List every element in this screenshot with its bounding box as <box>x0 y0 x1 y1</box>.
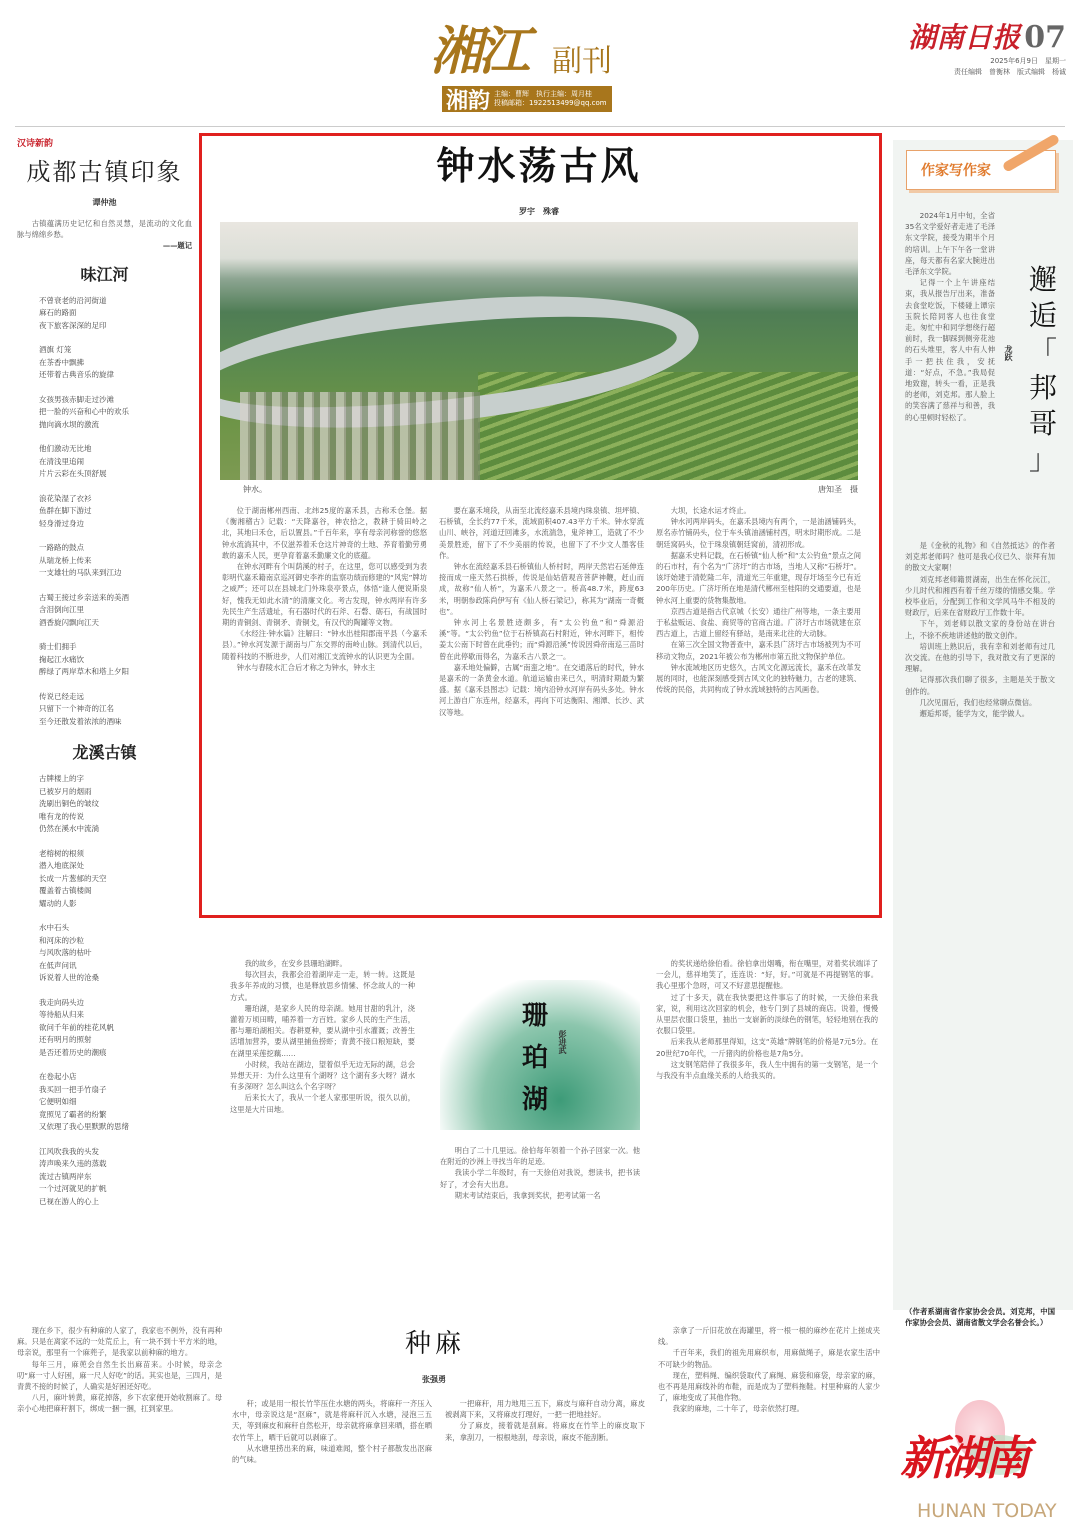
writer-author: 龙跃 <box>1004 345 1014 361</box>
paragraph: 明白了二十几里远。徐伯每年领着一个孙子回家一次。他在附近的沙洲上寻找当年的足迹。 <box>440 1146 640 1167</box>
paragraph: 亲拿了一斤旧花放在海罐里，将一根一根的麻纱在花片上搓成夹线。 <box>658 1326 880 1347</box>
paragraph: 2024年1月中旬，全省35名文学爱好者走进了毛泽东文学院，接受为期半个月的培训。上午下午各一堂讲座，每天都有名家大腕进出毛泽东文学院。 <box>905 211 995 277</box>
paragraph: 嘉禾地处偏僻，古属“南蛮之地”。在交通落后的时代，钟水是嘉禾的一条黄金水道。航道运输由来已久，明清时期最为繁盛。据《嘉禾县图志》记载：境内沿钟水河岸有码头多处。钟水河上游自广东连州，经嘉禾，再向下可达衡阳、湘潭、长沙、武汉等地。 <box>439 662 644 717</box>
paragraph: 京西古道是指古代京城（长安）通往广州等地，一条主要用于私盐贩运、食盐、商贸等的官商古道。广济圩古市场就建在京西古道上，古道上留经有驿站，是南来北往的大动脉。 <box>656 606 861 639</box>
paragraph: 秆；或是用一根长竹竿压住水塘的两头，将麻秆一齐压入水中，母亲说这是“沤麻”，就是将麻秆沉入水塘，浸泡三五天，等到麻皮和麻秆自然松开，母亲就将麻拿回来晒，搭在晒衣竹竿上，晒干后就可以剥麻了。 <box>232 1399 432 1442</box>
paper-header <box>886 16 1066 78</box>
paragraph: 几次见面后，我们也经常聊点微信。 <box>919 697 1037 707</box>
paragraph: 一把麻秆，用力地甩三五下，麻皮与麻秆自动分离，麻皮被剥离下来，又将麻皮打理好，一把一把地挂好。 <box>445 1399 645 1420</box>
writer-title-char: 邦 <box>1028 371 1057 404</box>
paragraph: 现在乡下，很少有种麻的人家了，我家也不例外，没有再种麻。只是在离家不远的一处荒丘上，有一块不到十平方米的地，母亲说，那里有一个麻蔸子，是我家以前种麻的地方。 <box>17 1326 222 1358</box>
writer-col-top <box>905 210 995 530</box>
poetry-column <box>17 136 192 1311</box>
paragraph: 是《金秋的礼物》和《自然抵达》的作者刘克邦老师吗？他可是我心仪已久、崇拜有加的散文大家啊！ <box>905 541 1055 573</box>
paragraph: 后来我从老师那里得知，这支“英雄”牌钢笔的价格是7元5分。在20世纪70年代，一斤猪肉的价格也是7角5分。 <box>656 1037 878 1058</box>
stanza: 古蜀王接过乡亲送来的美酒 含泪倒向江里 酒香旋闪飘向江天 <box>39 592 129 627</box>
paragraph: 小时候，我站在湖边，望着似乎无边无际的湖，总会异想天开：为什么这里有个湖呀？这个湖有多大呀？湖水有多深呀？怎么叫这么个名字呀？ <box>230 1059 415 1092</box>
masthead-email: 投稿邮箱：1922513499@qq.com <box>494 99 607 107</box>
paragraph: 的奖状递给徐伯看。徐伯拿出烟嘴，衔在嘴里，对着奖状端详了一会儿，慈祥地笑了，连连说：“好，好。”可就是不再提钢笔的事。我心里那个急呀，可又不好意思提醒他。 <box>656 959 878 991</box>
paragraph: 记得一个上午讲座结束，我从报告厅出来，准备去食堂吃饭，下楼碰上谭宗玉院长陪同客人也往食堂走。匆忙中和同学想绕行超前时，我一脚踩到侧旁花池的石头堆里，客人中有人伸手一把扶住我，安抚道：“好点，不急。”我局促地致谢，转头一看，正是我的老师，刘克邦。那人脸上的笑容满了慈祥与和善，我的心里顿时轻松了。 <box>905 278 995 422</box>
masthead-bar <box>442 86 612 112</box>
stanza: 浪花染湿了衣衫 鱼群在脚下游过 轻身滑过身边 <box>39 493 92 528</box>
river-photo <box>220 222 858 480</box>
header-divider <box>15 126 1065 127</box>
paragraph: 分了麻皮，接着就是刮麻。将麻皮在竹竿上的麻皮取下来，拿刮刀，一根根地刮，母亲说，麻皮不能刮断。 <box>445 1421 645 1442</box>
writer-title-char: 逅 <box>1028 299 1057 332</box>
hemp-title: 种麻 <box>405 1329 466 1359</box>
stanza: 古牌楼上的字 已被岁月的烟雨 洗刷出铜色的皱纹 唯有龙的传说 仍然在溪水中流淌 <box>39 774 99 834</box>
section-masthead <box>430 22 680 112</box>
lake-col-2 <box>440 1145 640 1273</box>
paragraph: 过了十多天，就在我快要把这件事忘了的时候，一天徐伯来我家，说，利用这次回家的机会，他专门到了县城的商店。说着，慢慢从里层衣服口袋里，抽出一支崭新的淡绿色的钢笔，轻轻地别在我的衣服口袋里。 <box>656 992 878 1036</box>
masthead-editor: 主编：曹辉 执行主编：周月桂 <box>494 90 593 98</box>
hunan-today-logo <box>895 1400 1075 1525</box>
stanza: 酒旗 灯笼 在茶香中飘拂 还带着古典音乐的旋律 <box>39 345 114 380</box>
feature-title: 钟水荡古风 <box>436 143 642 188</box>
paragraph: 钟水河两岸码头，在嘉禾县境内有两个，一是油涵铺码头，原名赤竹铺码头，位于车头镇油涵铺村西，明末时期形成。二是朝廷窝码头，位于珠泉镇朝廷窝前，清初形成。 <box>656 517 861 549</box>
stanza: 江风吹我我的头发 涛声唤来久违的蒸载 流过古镇两岸东 一个过河就见的扩帆 已视在游人的心上 <box>39 1146 107 1206</box>
masthead-section: 湘韵 <box>446 88 491 114</box>
paragraph: 从水塘里捞出来的麻，味道难闻，整个村子都散发出沤麻的气味。 <box>232 1443 432 1465</box>
writer-title-char: 哥 <box>1028 407 1057 440</box>
photo-caption: 钟水。 <box>243 485 267 494</box>
paragraph: 我读小学二年级时，有一天徐伯对我说，想读书，把书读好了，才会有大出息。 <box>440 1168 640 1189</box>
feature-author: 罗宇 殊睿 <box>519 206 559 216</box>
paper-staff: 责任编辑 曾衡林 版式编辑 杨诚 <box>954 68 1066 76</box>
paper-date: 2025年6月9日 星期一 <box>990 57 1066 65</box>
feature-col-2 <box>439 505 644 907</box>
stanza: 老榕树的根须 潜入地底深处 长成一片葱郁的天空 覆盖着古镇楼阁 耀动的人影 <box>39 848 107 908</box>
lake-title <box>515 995 555 1121</box>
photo-credit: 唐知圣 摄 <box>818 485 858 494</box>
paragraph: 在第三次全国文物普查中，嘉禾县广济圩古市场被列为不可移动文物点，2021年被公布为郴州市第五批文物保护单位。 <box>656 640 861 661</box>
epigraph: 古镇蕴满历史记忆和自然灵慧，是流动的文化血脉与绵绵乡愁。 <box>17 219 192 240</box>
paragraph: 位于湖南郴州西南、北纬25度的嘉禾县，古称禾仓堡。据《衡湘稽古》记载：“天降嘉谷，神农拾之，教耕于骑田岭之北，其地曰禾仓，后以置县。”千百年来，享有母亲河称誉的悠悠钟水流淌其中，不仅滋养着禾仓这片神奇的土地、养育着勤劳勇敢的嘉禾人民，更孕育着嘉禾勤廉文化的底蕴。 <box>222 506 427 560</box>
paragraph: 钟水河上名景胜迹颇多，有“太公钓鱼”和“舜源沿溪”等。“太公钓鱼”位于石桥镇高石村附近，钟水河畔下，相传姜太公南下时曾在此垂钓；而“舜源沿溪”传说因舜帝南巡三苗时曾在此停歇而得名，为嘉禾古八景之一。 <box>439 618 644 661</box>
paragraph: 下午，刘老师以散文家的身份站在讲台上，不徐不疾地讲述他的散文创作。 <box>905 619 1055 640</box>
poem1-title: 味江河 <box>80 264 129 284</box>
poem-title: 成都古镇印象 <box>26 158 183 186</box>
paragraph: 要在嘉禾境段，从南至北流经嘉禾县境内珠泉镇、坦坪镇、石桥镇，全长约77千米，流域面积407.43平方千米。钟水穿流山川、峡谷，河道迂回滩多，水流湍急，鬼斧神工，造就了不少美景胜迹，留下了不少美丽的传说，也留下了不少文人墨客佳作。 <box>439 506 644 560</box>
poem2-body <box>17 773 192 1208</box>
paragraph: 大坝，长途水运才终止。 <box>670 506 751 515</box>
paragraph: 现在，塑料绳、编织袋取代了麻绳、麻袋和麻袋，母亲家的麻，也不再是用麻线补的布鞋，而是成为了塑料拖鞋。村里种麻的人家少了，麻地变成了其他作物。 <box>658 1370 880 1403</box>
writer-title-char: 「 <box>1028 335 1057 368</box>
hemp-col-4 <box>658 1325 880 1525</box>
poem1-body <box>17 295 192 729</box>
epigraph-sign: ——题记 <box>162 241 192 251</box>
paragraph: 每年三月，麻蔸会自然生长出麻苗来。小时候，母亲念叨“麻一寸人好困，麻一尺人好吃”的话。其实也是，三四月，是青黄不接的时候了，人确实是好困还好吃。 <box>17 1359 222 1392</box>
paragraph: 我家的麻地，二十年了，母亲依然打理。 <box>672 1404 804 1414</box>
hemp-col-1 <box>17 1325 222 1525</box>
page-number: 07 <box>1024 20 1066 55</box>
column-tag: 汉诗新韵 <box>17 139 54 149</box>
paragraph: 培训班上熟识后，我有幸和刘老师有过几次交流。在他的引导下，我对散文有了更深的理解。 <box>905 641 1055 674</box>
stanza: 我走向码头边 等待船从归来 欲问千年前的桂花风帆 还有明月的照射 是否还着历史的潮痕 <box>39 997 114 1057</box>
paragraph: 邂逅邦哥，能学为文，能学做人。 <box>919 709 1030 719</box>
paragraph: 钟水在流经嘉禾县石桥镇仙人桥村时，两岸天然岩石延伸连接而成一座天然石拱桥，传说是仙姑借观音菩萨神鞭，赶山而成，故称“仙人桥”，为嘉禾八景之一。桥高48.7米，跨度63米，明朝参政陈尚伊写有《仙人桥石梁记》，称其为“湖南一奇概也”。 <box>439 562 644 616</box>
feature-col-1 <box>222 505 427 907</box>
stanza: 骑士们拥手 掬起江水痛饮 醉绿了两岸草木和塔上夕阳 <box>39 642 129 677</box>
paragraph: 这支钢笔陪伴了我很多年，我人生中拥有的第一支钢笔，是一个与我没有半点血缘关系的人给我买的。 <box>656 1059 878 1081</box>
hemp-col-2 <box>232 1398 432 1525</box>
paper-logo: 湖南日报 <box>908 21 1021 54</box>
lake-author: 彭进武 <box>558 1030 568 1054</box>
lake-col-3 <box>656 958 878 1273</box>
masthead-title: 湘江 <box>430 21 527 82</box>
paragraph: 期末考试结束后，我拿到奖状，把考试第一名 <box>454 1190 601 1200</box>
stanza: 不曾衰老的沿河街道 麻石的路面 夜下旅客深深的足印 <box>39 295 107 330</box>
paragraph: 后来长大了，我从一个老人家那里听说，很久以前，这里是大片田地。 <box>230 1093 415 1114</box>
hemp-col-3 <box>445 1398 645 1525</box>
stanza: 他们激动无比地 在清浅里追闹 片片云彩在头顶舒展 <box>39 444 107 479</box>
lake-title-char: 珀 <box>521 1043 548 1073</box>
stanza: 传说已经走远 只留下一个神奇的江名 至今还散发着浓浓的酒味 <box>39 691 122 726</box>
paragraph: 八月，麻叶转黄，麻花掉落，乡下农家便开始收割麻了。母亲小心地把麻秆割下，绑成一捆一捆，扛到家里。 <box>17 1393 222 1414</box>
column-badge-label: 作家写作家 <box>921 163 991 179</box>
paragraph: 刘克邦老师籍贯湖南，出生在怀化沅江，少儿时代和湘西有着千丝万缕的情感交集。学校毕业后，分配到工作和文学风马牛不相及的财政厅，后来在省财政厅工作数十年。 <box>905 574 1055 618</box>
stanza: 女孩男孩赤脚走过沙滩 把一脸的兴奋和心中的欢乐 抛向滴水坝的激流 <box>39 394 129 429</box>
stanza: 水中石头 和河床的沙粒 与风吹落的枯叶 在低声问讯 诉说着人世的沧桑 <box>39 923 99 983</box>
lake-col-1 <box>230 958 415 1273</box>
logo-cn: 新湖南 <box>900 1431 1026 1485</box>
masthead-subtitle: 副刊 <box>552 44 612 79</box>
writer-note: （作者系湖南省作家协会会员。刘克邦，中国作家协会会员、湖南省散文学会名誉会长。） <box>905 1307 1055 1328</box>
paragraph: 钟水流域地区历史悠久，古风文化源远流长，嘉禾在改革发展的同时，也能深刻感受到古风文化的独特魅力，古老的建筑、传统的民俗，共同构成了钟水流域独特的古风画卷。 <box>656 662 861 695</box>
feature-col-3 <box>656 505 861 907</box>
stanza: 一路路的鼓点 从瑞龙桥上传来 一支雄壮的马队来到江边 <box>39 543 122 578</box>
paragraph: 千百年来，我们的祖先用麻织布，用麻做绳子，麻是农家生活中不可缺少的物品。 <box>658 1348 880 1369</box>
paragraph: 记得那次我们聊了很多，主题是关于散文创作的。 <box>905 675 1055 696</box>
paragraph: 珊珀湖，是家乡人民的母亲湖。她用甘甜的乳汁，浇灌着万顷田畴，哺养着一方百姓。家乡人民的生产生活，都与珊珀湖相关。春耕夏种，要从湖中引水灌溉；改善生活增加营养，要从湖里捕鱼捞虾；青黄不接口粮短缺，要在湖里采莲挖藕…… <box>230 1003 415 1058</box>
writer-title <box>1025 262 1061 478</box>
paragraph: 《水经注·钟水篇》注解曰：“钟水出桂阳郡南平县（今嘉禾县）。”钟水河发源于湖南与广东交界的南岭山脉。到清代以后，随着科技的不断进步，人们对湘江支流钟水的认识更为全面。 <box>222 629 427 661</box>
paragraph: 钟水与舂陵水汇合后才称之为钟水，钟水主 <box>236 662 376 672</box>
lake-title-char: 珊 <box>521 1001 548 1031</box>
poem-author: 谭仲池 <box>92 197 117 207</box>
paragraph: 每次回去，我都会沿着湖岸走一走，转一转。这既是我多年养成的习惯，也是释放思乡情愫、怀念故人的一种方式。 <box>230 970 415 1002</box>
paragraph: 在钟水河畔有个叫荫溪的村子，在这里，您可以感受到为表彰明代嘉禾籍南京巡河御史李祚的监察功绩而修建的“风宪”牌坊之威严；还可以在县城北门外珠泉亭景点，体悟“逢人便说斯泉好，愧我无如此水清”的清廉文化。考古发现，钟水两岸有许多先民生产生活遗址，有石器时代的石斧、石磬、砺石，有战国时期的青铜剑、青铜矛、青铜戈，有汉代的陶罐等文物。 <box>222 562 427 628</box>
stanza: 在卷起小店 我买回一把手竹扇子 它便明如细 竟照见了霸者的纷繁 又依理了我心里默默的思绪 <box>39 1072 129 1132</box>
writer-title-char: 邂 <box>1028 263 1057 296</box>
writer-title-char: 」 <box>1028 443 1057 476</box>
writer-col-body <box>905 540 1055 1290</box>
poem2-title: 龙溪古镇 <box>72 743 137 763</box>
hemp-author: 张强勇 <box>422 1374 446 1384</box>
paragraph: 据嘉禾史料记载，在石桥镇“仙人桥”和“太公钓鱼”景点之间的石市村，有个名为“广济圩”的古市场，当地人又称“石桥圩”。该圩始建于清乾隆二年，清道光三年重建，现存圩场至今已有近200年历史。广济圩所在地是清代郴州至桂阳的交通要道，也是钟水河上重要的货物集散地。 <box>656 550 861 605</box>
paragraph: 我的故乡，在安乡县珊珀湖畔。 <box>244 959 347 968</box>
lake-title-char: 湖 <box>521 1085 548 1115</box>
logo-en: HUNAN TODAY <box>917 1500 1057 1522</box>
